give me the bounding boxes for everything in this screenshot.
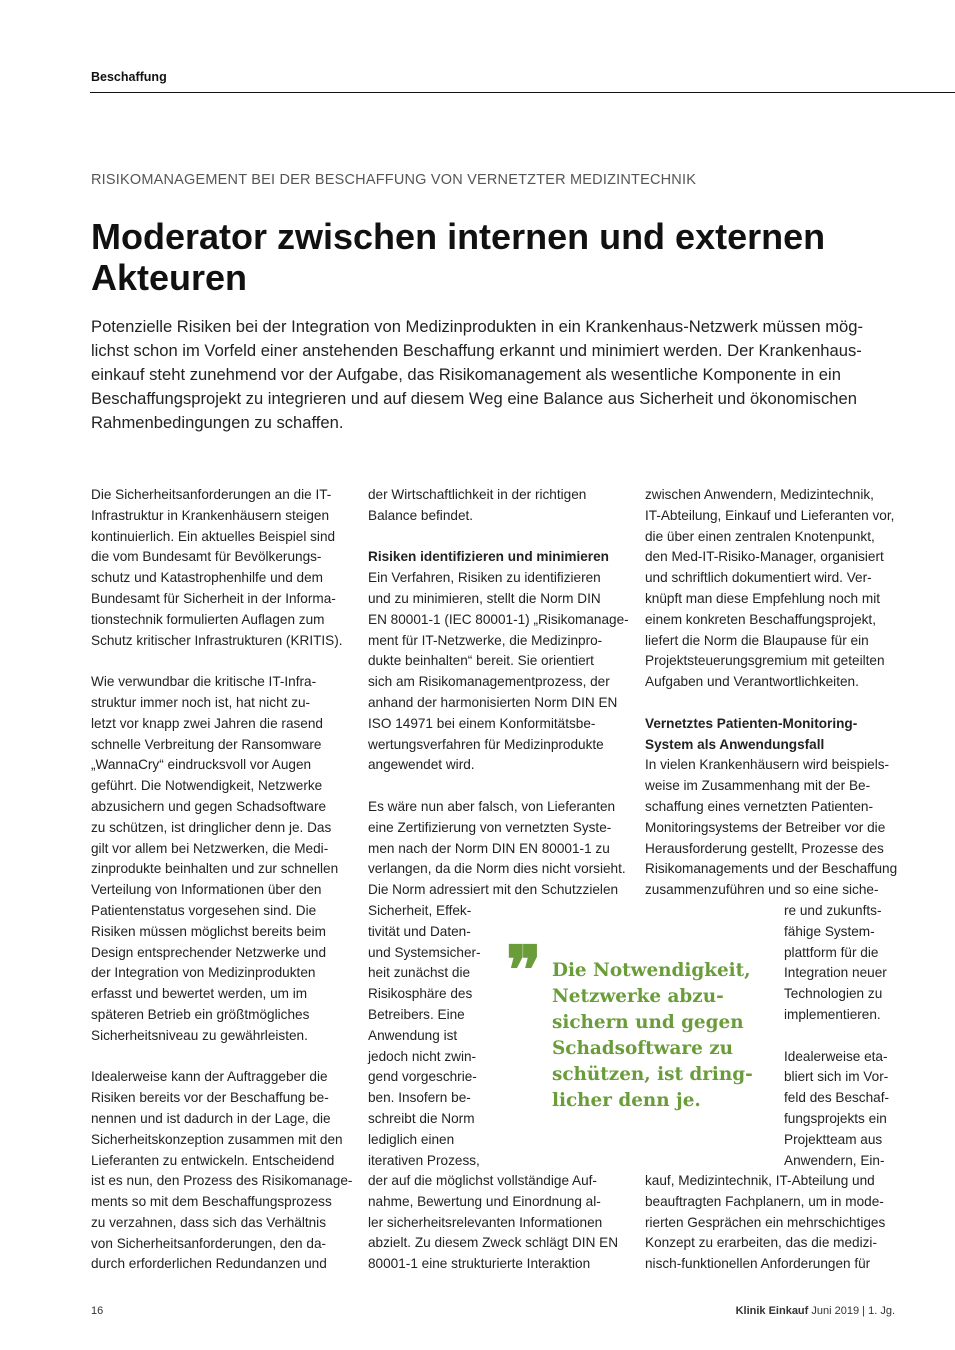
text-line: zu verzahnen, dass sich das Verhältnis <box>91 1214 327 1230</box>
text-line: Schadsoftware zu <box>552 1038 734 1059</box>
footer-volume: 1. Jg. <box>868 1305 895 1317</box>
lead-line: Beschaffungsprojekt zu integrieren und auf diesem Weg eine Balance aus Sicherheit und ökonomischen <box>91 389 857 408</box>
text-line: schaffung eines vernetzten Patienten- <box>645 798 873 814</box>
text-line: beauftragten Fachplanern, um in mode- <box>645 1193 884 1209</box>
text-line: und schriftlich dokumentiert wird. Ver- <box>645 570 872 586</box>
paragraph-gap <box>91 1047 343 1068</box>
text-line: Idealerweise eta- <box>784 1048 888 1064</box>
text-line: bliert sich im Vor- <box>784 1069 889 1085</box>
text-line: heit zunächst die <box>368 965 471 981</box>
text-line: implementieren. <box>784 1006 881 1022</box>
title-line: Akteuren <box>91 257 248 298</box>
text-line: schutz und Katastrophenhilfe und dem <box>91 570 324 586</box>
text-line: rierten Gesprächen ein mehrschichtiges <box>645 1214 886 1230</box>
text-line: licher denn je. <box>552 1090 701 1111</box>
text-line: abzielt. Zu diesem Zweck schlägt DIN EN <box>368 1235 619 1251</box>
text-line: eine Zertifizierung von vernetzten Syste- <box>368 819 612 835</box>
text-line: Technologien zu <box>784 986 883 1002</box>
text-line: Netzwerke abzu- <box>552 986 724 1007</box>
lead-line: einkauf steht zunehmend vor der Aufgabe, das Risikomanagement als wesentliche Komponente in ein <box>91 365 841 384</box>
text-line: Die Norm adressiert mit den Schutzzielen <box>368 882 619 898</box>
subheading-line: System als Anwendungsfall <box>645 736 825 752</box>
text-line: nisch-funktionellen Anforderungen für <box>645 1256 871 1272</box>
text-line: iterativen Prozess, <box>368 1152 480 1168</box>
section-label: Beschaffung <box>91 70 167 84</box>
text-line: Die Sicherheitsanforderungen an die IT- <box>91 487 332 502</box>
text-line: struktur immer noch ist, hat nicht zu- <box>91 694 311 710</box>
text-line: Balance befindet. <box>368 507 474 523</box>
title-line: Moderator zwischen internen und externen <box>91 216 826 257</box>
text-line: einem konkreten Beschaffungsprojekt, <box>645 611 876 627</box>
text-line: anhand der harmonisierten Norm DIN EN <box>368 694 618 710</box>
text-line: abzusichern und gegen Schadsoftware <box>91 798 327 814</box>
lead-line: lichst schon im Vorfeld einer anstehenden Beschaffung erkannt und minimiert werden. Der Krankenhaus- <box>91 341 862 360</box>
lead-line: Potenzielle Risiken bei der Integration von Medizinprodukten in ein Krankenhaus-Netzwerk müssen mög- <box>91 317 864 336</box>
text-line: Aufgaben und Verantwortlichkeiten. <box>645 674 859 690</box>
text-line: der auf die möglichst vollständige Auf- <box>368 1173 597 1188</box>
text-line: tionstechnik formulierten Auflagen zum <box>91 611 325 627</box>
text-line: gilt vor allem bei Netzwerken, die Medi- <box>91 840 329 856</box>
column-3-bottom <box>645 1171 897 1275</box>
text-line: knüpft man diese Empfehlung noch mit <box>645 590 881 606</box>
text-line: sich am Risikomanagementprozess, der <box>368 674 610 690</box>
header-rule <box>90 92 955 93</box>
column-2-top <box>368 485 629 901</box>
text-line: ben. Insofern be- <box>368 1090 471 1106</box>
text-line: fungsprojekts ein <box>784 1110 887 1126</box>
lead-line: Rahmenbedingungen zu schaffen. <box>91 413 344 432</box>
column-2-bottom <box>368 1171 620 1275</box>
text-line: Anwendern, Ein- <box>784 1152 885 1168</box>
text-line: von Sicherheitsanforderungen, den da- <box>91 1235 327 1251</box>
text-line: Projektsteuerungsgremium mit geteilten <box>645 653 885 669</box>
text-line: liefert die Norm die Blaupause für ein <box>645 632 869 648</box>
text-line: Patientenstatus vorgesehen sind. Die <box>91 902 317 918</box>
text-line: Es wäre nun aber falsch, von Lieferanten <box>368 798 616 814</box>
footer-publication: Klinik Einkauf <box>735 1305 809 1317</box>
text-line: Konzept zu erarbeiten, das die medizi- <box>645 1235 877 1251</box>
text-line: Bundesamt für Sicherheit in der Informa- <box>91 590 336 606</box>
text-line: Schutz kritischer Infrastrukturen (KRITIS). <box>91 632 343 648</box>
text-line: Betreibers. Eine <box>368 1006 465 1022</box>
text-line: fähige System- <box>784 923 875 939</box>
footer-issue: Juni 2019 <box>811 1305 860 1317</box>
text-line: zwischen Anwendern, Medizintechnik, <box>645 487 874 502</box>
text-line: Sicherheit, Effek- <box>368 903 472 918</box>
text-line: Anwendung ist <box>368 1027 458 1043</box>
text-line: Integration neuer <box>784 965 887 981</box>
text-line: die vom Bundesamt für Bevölkerungs- <box>91 549 322 565</box>
text-line: lediglich einen <box>368 1131 455 1147</box>
column-2-narrow <box>368 901 483 1171</box>
article-lead <box>91 315 891 435</box>
text-line: plattform für die <box>784 944 879 960</box>
text-line: jedoch nicht zwin- <box>368 1048 477 1064</box>
text-line: dukte beinhalten“ bereit. Sie orientiert <box>368 653 594 669</box>
text-line: weise im Zusammenhang mit der Be- <box>645 778 871 794</box>
text-line: In vielen Krankenhäusern wird beispiels- <box>645 757 890 773</box>
text-line: der Wirtschaftlichkeit in der richtigen <box>368 487 587 502</box>
text-line: letzt vor knapp zwei Jahren die rasend <box>91 715 323 731</box>
footer-separator: | <box>862 1305 866 1317</box>
text-line: ist es nun, den Prozess des Risikomanage- <box>91 1173 353 1189</box>
paragraph-gap <box>91 651 343 672</box>
text-line: der Integration von Medizinprodukten <box>91 965 316 981</box>
quote-mark-icon: ❞ <box>506 931 542 1009</box>
text-line: durch erforderlichen Redundanzen und <box>91 1256 327 1272</box>
subheading-line: Vernetztes Patienten-Monitoring- <box>645 715 858 731</box>
article-title <box>91 216 891 298</box>
subheading-line: Risiken identifizieren und minimieren <box>368 549 609 565</box>
paragraph-gap <box>645 693 897 714</box>
text-line: schützen, ist dring- <box>552 1064 753 1085</box>
text-line: Risiken müssen möglichst bereits beim <box>91 923 326 939</box>
text-line: Design entsprechender Netzwerke und <box>91 944 327 960</box>
text-line: re und zukunfts- <box>784 903 882 918</box>
text-line: ment für IT-Netzwerke, die Medizinpro- <box>368 632 603 648</box>
text-line: schreibt die Norm <box>368 1110 475 1126</box>
text-line: IT-Abteilung, Einkauf und Lieferanten vor, <box>645 507 895 523</box>
text-line: EN 80001-1 (IEC 80001-1) „Risikomanage- <box>368 611 629 627</box>
text-line: „WannaCry“ eindrucksvoll vor Augen <box>91 757 312 773</box>
paragraph-gap <box>368 527 620 548</box>
text-line: Risiken bereits vor der Beschaffung be- <box>91 1090 329 1106</box>
text-line: Verteilung von Informationen über den <box>91 882 322 898</box>
text-line: geführt. Die Notwendigkeit, Netzwerke <box>91 778 323 794</box>
column-3-narrow <box>784 901 897 1171</box>
text-line: zinprodukte beinhalten und zur schnellen <box>91 861 339 877</box>
text-line: Idealerweise kann der Auftraggeber die <box>91 1069 328 1085</box>
text-line: kauf, Medizintechnik, IT-Abteilung und <box>645 1173 875 1188</box>
text-line: ler sicherheitsrelevanten Informationen <box>368 1214 603 1230</box>
column-3-top <box>645 485 897 901</box>
text-line: Die Notwendigkeit, <box>552 960 751 981</box>
pull-quote <box>552 958 762 1114</box>
text-line: Infrastruktur in Krankenhäusern steigen <box>91 507 330 523</box>
text-line: wertungsverfahren für Medizinprodukte <box>368 736 604 752</box>
text-line: schnelle Verbreitung der Ransomware <box>91 736 322 752</box>
paragraph-gap <box>784 1026 897 1047</box>
text-line: Wie verwundbar die kritische IT-Infra- <box>91 674 317 690</box>
text-line: gend vorgeschrie- <box>368 1069 477 1085</box>
text-line: feld des Beschaf- <box>784 1090 890 1106</box>
text-line: Sicherheitskonzeption zusammen mit den <box>91 1131 343 1147</box>
text-line: und Systemsicher- <box>368 944 481 960</box>
text-line: zu schützen, ist dringlicher denn je. Das <box>91 819 332 835</box>
paragraph-gap <box>368 776 620 797</box>
text-line: erfasst und bewertet werden, um im <box>91 986 308 1002</box>
text-line: Monitoringsystems der Betreiber vor die <box>645 819 886 835</box>
text-line: den Med-IT-Risiko-Manager, organisiert <box>645 549 884 565</box>
text-line: ISO 14971 bei einem Konformitätsbe- <box>368 715 596 731</box>
article-kicker: RISIKOMANAGEMENT BEI DER BESCHAFFUNG VON VERNETZTER MEDIZINTECHNIK <box>91 172 697 188</box>
text-line: nennen und ist dadurch in der Lage, die <box>91 1110 331 1126</box>
text-line: nahme, Bewertung und Einordnung al- <box>368 1193 601 1209</box>
text-line: zusammenzuführen und so eine siche- <box>645 882 879 898</box>
text-line: Risikomanagements und der Beschaffung <box>645 861 898 877</box>
text-line: Lieferanten zu entwickeln. Entscheidend <box>91 1152 335 1168</box>
text-line: kontinuierlich. Ein aktuelles Beispiel sind <box>91 528 336 544</box>
column-1 <box>91 485 353 1275</box>
text-line: ments so mit dem Beschaffungsprozess <box>91 1194 332 1210</box>
text-line: tivität und Daten- <box>368 923 471 939</box>
text-line: Risikosphäre des <box>368 986 473 1002</box>
page-number: 16 <box>91 1305 104 1317</box>
text-line: 80001-1 eine strukturierte Interaktion <box>368 1256 591 1272</box>
text-line: Ein Verfahren, Risiken zu identifizieren <box>368 570 601 586</box>
text-line: angewendet wird. <box>368 757 475 773</box>
text-line: verlangen, da die Norm dies nicht vorsieht. <box>368 861 626 877</box>
text-line: und zu minimieren, stellt die Norm DIN <box>368 590 601 606</box>
text-line: sichern und gegen <box>552 1012 744 1033</box>
text-line: Projektteam aus <box>784 1131 883 1147</box>
text-line: die über einen zentralen Knotenpunkt, <box>645 528 875 544</box>
text-line: späteren Betrieb ein größtmögliches <box>91 1006 310 1022</box>
text-line: men nach der Norm DIN EN 80001-1 zu <box>368 840 610 856</box>
text-line: Sicherheitsniveau zu gewährleisten. <box>91 1027 308 1043</box>
footer-citation <box>736 1305 895 1317</box>
text-line: Herausforderung gestellt, Prozesse des <box>645 840 884 856</box>
